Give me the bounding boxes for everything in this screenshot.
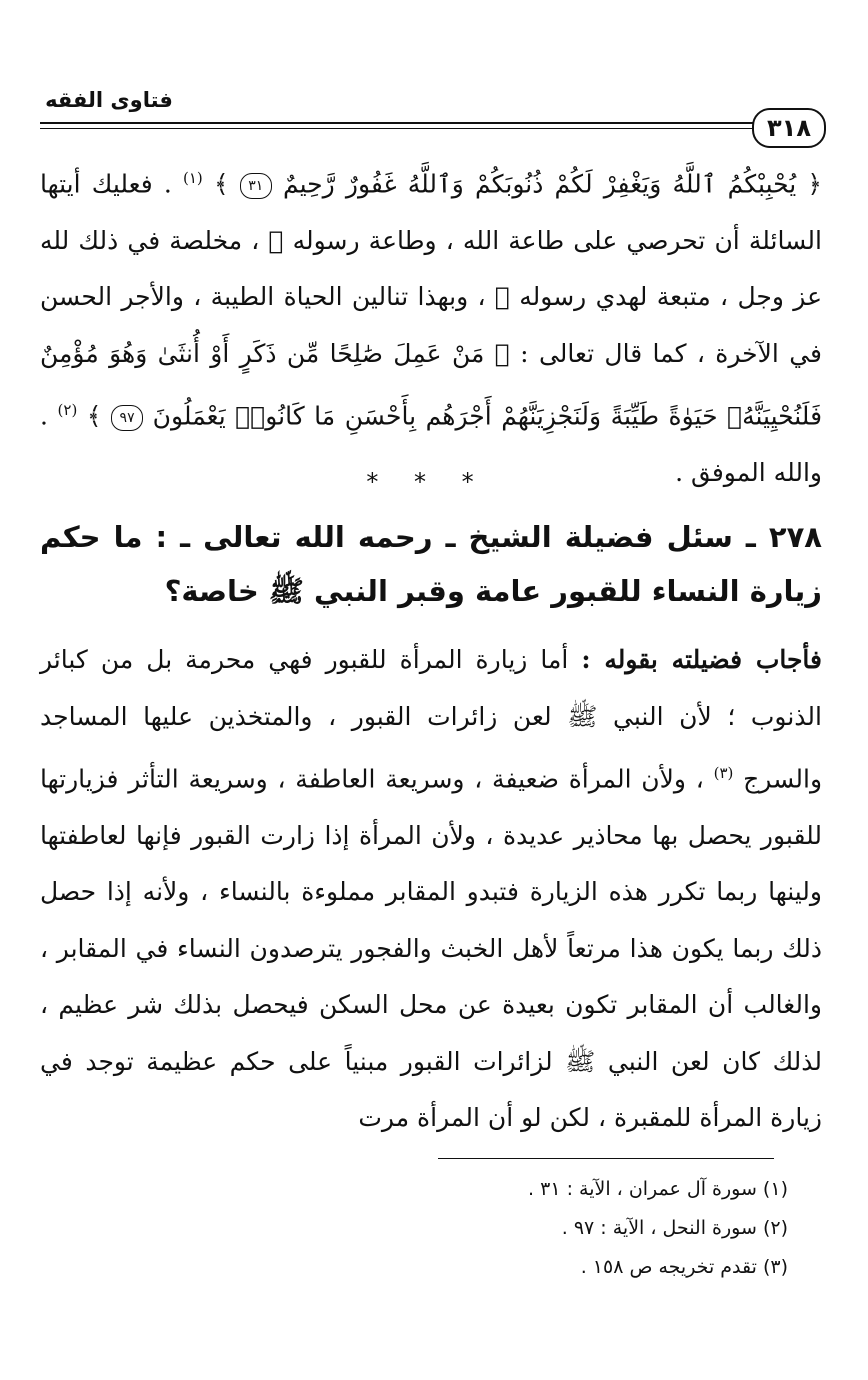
page-number: ٣١٨ [752,108,826,148]
verse-close-bracket: ﴾ [86,401,102,431]
header-rule [40,122,755,124]
footnote-item: (٣) تقدم تخريجه ص ١٥٨ . [580,1256,788,1278]
question-heading: ٢٧٨ ـ سئل فضيلة الشيخ ـ رحمه الله تعالى ـ : ما حكم زيارة النساء للقبور عامة وقبر النبي ﷺ خاصة؟ [40,520,822,608]
footnote-item: (١) سورة آل عمران ، الآية : ٣١ . [528,1178,788,1200]
paragraph-text: أما زيارة المرأة للقبور فهي محرمة بل من كبائر الذنوب ؛ لأن النبي ﷺ لعن زائرات القبور ، والمتخذين عليها المساجد والسرج [40,645,823,794]
answer-lead: فأجاب فضيلته بقوله : [581,645,822,674]
verse-close-bracket: ﴾ [213,169,229,199]
quran-verse: ﴿ مَنْ عَمِلَ صَٰلِحًا مِّن ذَكَرٍ أَوْ أُنثَىٰ وَهُوَ مُؤْمِنٌ فَلَنُحْيِيَنَّهُۥ حَيَوٰةً طَيِّبَةً وَلَنَجْزِيَنَّهُمْ أَجْرَهُم بِأَحْسَنِ مَا كَانُوا۟ يَعْمَلُونَ [40,338,823,431]
answer-paragraph [40,632,822,1147]
section-separator: * * * [366,468,474,496]
verse-number-marker: ٣١ [240,173,272,199]
footnote-item: (٢) سورة النحل ، الآية : ٩٧ . [561,1217,788,1239]
footnote-ref: (١) [182,169,203,187]
footnote-separator [438,1158,774,1159]
paragraph-text: ، ولأن المرأة ضعيفة ، وسريعة العاطفة ، وسريعة التأثر فزيارتها للقبور يحصل بها محاذير عديدة ، ولأن المرأة إذا زارت القبور فإنها لعاطفتها ولينها ربما تكرر هذه الزيارة فتبدو المقابر مملوءة بالنساء ، ولأنه إذا حصل ذلك ربما يكون هذا مرتعاً لأهل الخبث والفجور يترصدون النساء في المقابر ، والغالب أن المقابر تكون بعيدة عن محل السكن فيحصل بذلك شر عظيم ، لذلك كان لعن النبي ﷺ لزائرات القبور مبنياً على حكم عظيمة توجد في زيارة المرأة للمقبرة ، لكن لو أن المرأة مرت [40,764,822,1133]
paragraph-text: . والله الموفق . [40,401,822,488]
running-title: فتاوى الفقه [45,88,173,112]
paragraph-text: . فعليك أيتها السائلة أن تحرصي على طاعة الله ، وطاعة رسوله ﷺ ، مخلصة في ذلك لله عز وجل ، متبعة لهدي رسوله ﷺ ، وبهذا تنالين الحياة الطيبة ، والأجر الحسن في الآخرة ، كما قال تعالى : [40,169,822,368]
opening-paragraph [40,150,822,502]
footnote-ref: (٢) [57,401,78,420]
footnotes [388,1170,788,1287]
verse-number-marker: ٩٧ [111,405,143,431]
header-rule-thin [40,128,755,129]
footnote-ref: (٣) [713,764,734,782]
quran-verse: ﴿ يُحْبِبْكُمُ ٱللَّهُ وَيَغْفِرْ لَكُمْ ذُنُوبَكُمْ وَٱللَّهُ غَفُورٌ رَّحِيمٌ [282,169,823,199]
